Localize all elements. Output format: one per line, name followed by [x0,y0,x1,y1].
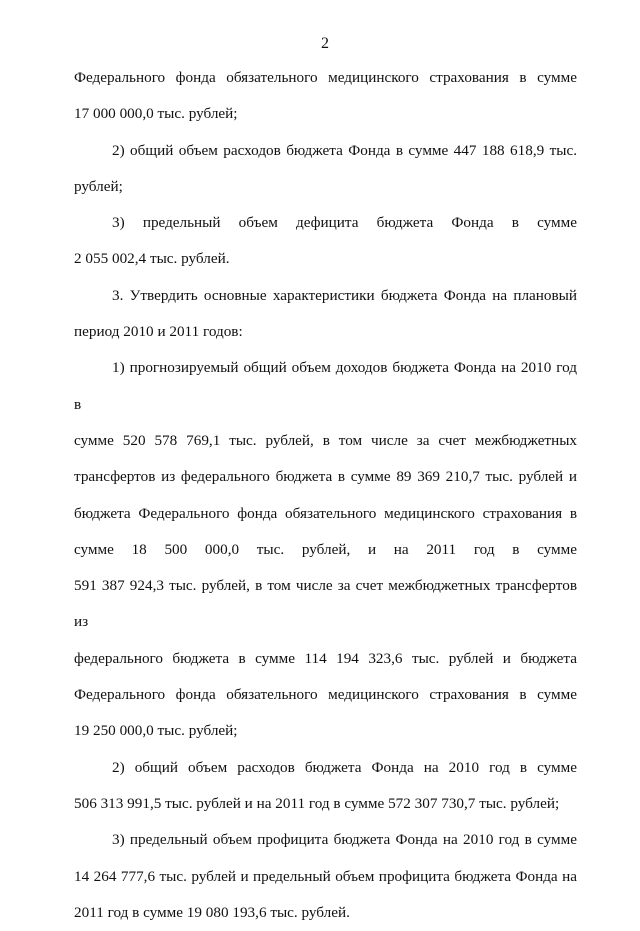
text-line: период 2010 и 2011 годов: [74,323,243,341]
paragraph-fund-continuation [74,60,577,133]
text-line: трансфертов из федерального бюджета в сумме 89 369 210,7 тыс. рублей и [74,468,577,486]
text-line: бюджета Федерального фонда обязательного медицинского страхования в [74,504,577,522]
text-line: 1) прогнозируемый общий объем доходов бюджета Фонда на 2010 год в [74,359,577,413]
text-line: 3) предельный объем дефицита бюджета Фонда в сумме [112,214,577,232]
paragraph-total-expenses [74,133,577,206]
paragraph-projected-revenue [74,350,577,749]
text-line: 2) общий объем расходов бюджета Фонда в сумме 447 188 618,9 тыс. [112,141,577,159]
page-number: 2 [321,35,329,52]
paragraph-planned-expenses [74,750,577,823]
text-line: сумме 18 500 000,0 тыс. рублей, и на 2011 год в сумме [74,540,577,558]
text-line: рублей; [74,177,123,195]
text-line: 19 250 000,0 тыс. рублей; [74,722,238,740]
text-line: 3. Утвердить основные характеристики бюджета Фонда на плановый [112,286,577,304]
text-line: 2 055 002,4 тыс. рублей. [74,250,230,268]
text-line: 2) общий объем расходов бюджета Фонда на 2010 год в сумме [112,758,577,776]
paragraph-section-3-heading [74,278,577,351]
text-line: 3) предельный объем профицита бюджета Фонда на 2010 год в сумме [112,831,577,849]
text-line: 14 264 777,6 тыс. рублей и предельный объем профицита бюджета Фонда на [74,867,577,885]
text-line: Федерального фонда обязательного медицинского страхования в сумме [74,686,577,704]
text-line: 2011 год в сумме 19 080 193,6 тыс. рублей. [74,903,350,921]
text-line: Федерального фонда обязательного медицинского страхования в сумме [74,69,577,86]
text-line: федерального бюджета в сумме 114 194 323,6 тыс. рублей и бюджета [74,649,577,667]
text-line: сумме 520 578 769,1 тыс. рублей, в том числе за счет межбюджетных [74,431,577,449]
paragraph-surplus [74,822,577,931]
text-line: 506 313 991,5 тыс. рублей и на 2011 год в сумме 572 307 730,7 тыс. рублей; [74,794,560,812]
paragraph-deficit [74,205,577,278]
text-line: 591 387 924,3 тыс. рублей, в том числе за счет межбюджетных трансфертов из [74,577,577,631]
text-line: 17 000 000,0 тыс. рублей; [74,105,238,123]
document-body [74,60,577,931]
